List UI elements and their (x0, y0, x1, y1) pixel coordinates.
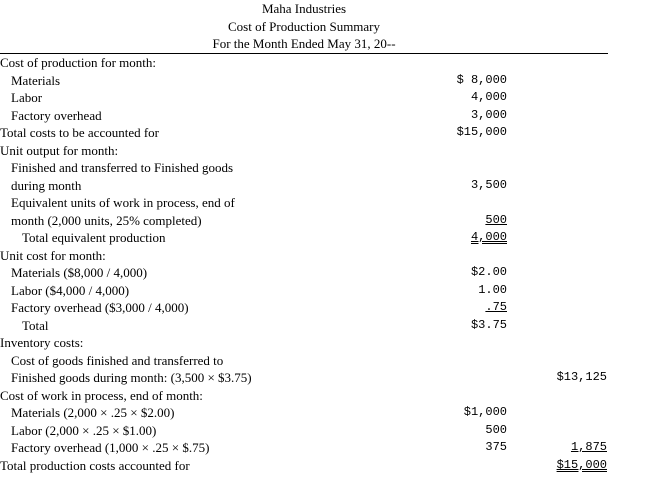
table-row (0, 422, 610, 440)
row-label: Finished and transferred to Finished goods (11, 160, 234, 175)
row-label: Cost of production for month: (0, 55, 156, 70)
table-row (0, 404, 610, 422)
amount-column-1: 500 (485, 212, 507, 227)
table-row (0, 212, 610, 230)
row-label: Cost of goods finished and transferred to (11, 352, 224, 368)
row-label: Materials ($8,000 / 4,000) (11, 265, 148, 280)
amount-column-2: 1,875 (570, 440, 607, 454)
amount-column-1: 3,500 (470, 177, 507, 192)
table-row (0, 317, 610, 335)
row-label: Factory overhead ($3,000 / 4,000) (11, 300, 189, 315)
row-label: Labor (2,000 × .25 × $1.00) (11, 422, 157, 438)
table-row (0, 142, 610, 160)
amount-column-1: .75 (485, 300, 507, 314)
row-label: Materials (2,000 × .25 × $2.00) (11, 405, 175, 420)
table-row (0, 247, 610, 265)
report-title: Cost of Production Summary (227, 19, 381, 34)
row-label: Total production costs accounted for (0, 457, 190, 473)
row-label: Unit output for month: (0, 142, 119, 158)
row-label: Finished goods during month: (3,500 × $3.75) (11, 370, 252, 385)
table-row (0, 229, 610, 247)
table-row (0, 264, 610, 282)
row-label: Total (22, 317, 49, 333)
table-row (0, 54, 610, 72)
table-row (0, 369, 610, 387)
company-name: Maha Industries (261, 1, 347, 16)
amount-column-1: $1,000 (463, 405, 507, 419)
row-label: Total costs to be accounted for (0, 125, 160, 140)
row-label: Materials (11, 72, 61, 88)
amount-column-2: $15,000 (556, 457, 607, 472)
row-label: Factory overhead (1,000 × .25 × $.75) (11, 440, 210, 455)
table-row (0, 107, 610, 125)
table-row (0, 299, 610, 317)
row-label: Unit cost for month: (0, 247, 106, 263)
row-label: Inventory costs: (0, 335, 84, 350)
amount-column-1: $3.75 (470, 317, 507, 332)
row-label: Cost of work in process, end of month: (0, 387, 203, 403)
table-row (0, 159, 610, 177)
row-label: Factory overhead (11, 107, 102, 123)
table-row (0, 124, 610, 142)
row-label: Total equivalent production (22, 230, 166, 245)
amount-column-1: 3,000 (470, 107, 507, 122)
table-row (0, 387, 610, 405)
amount-column-2: $13,125 (556, 370, 607, 384)
table-row (0, 177, 610, 195)
amount-column-1: $15,000 (456, 125, 507, 139)
row-label: during month (11, 177, 82, 193)
table-row (0, 457, 610, 475)
table-row (0, 194, 610, 212)
table-row (0, 334, 610, 352)
amount-column-1: $ 8,000 (456, 72, 507, 87)
amount-column-1: 1.00 (478, 282, 507, 297)
table-row (0, 282, 610, 300)
amount-column-1: 4,000 (470, 230, 507, 244)
amount-column-1: 500 (485, 422, 507, 437)
table-row (0, 72, 610, 90)
table-row (0, 439, 610, 457)
amount-column-1: $2.00 (470, 265, 507, 279)
table-row (0, 89, 610, 107)
amount-column-1: 375 (485, 440, 507, 454)
table-row (0, 352, 610, 370)
row-label: Labor ($4,000 / 4,000) (11, 282, 130, 298)
row-label: month (2,000 units, 25% completed) (11, 212, 202, 228)
report-period: For the Month Ended May 31, 20-- (212, 36, 396, 51)
amount-column-1: 4,000 (470, 90, 507, 104)
row-label: Labor (11, 90, 43, 105)
row-label: Equivalent units of work in process, end of (11, 195, 235, 210)
